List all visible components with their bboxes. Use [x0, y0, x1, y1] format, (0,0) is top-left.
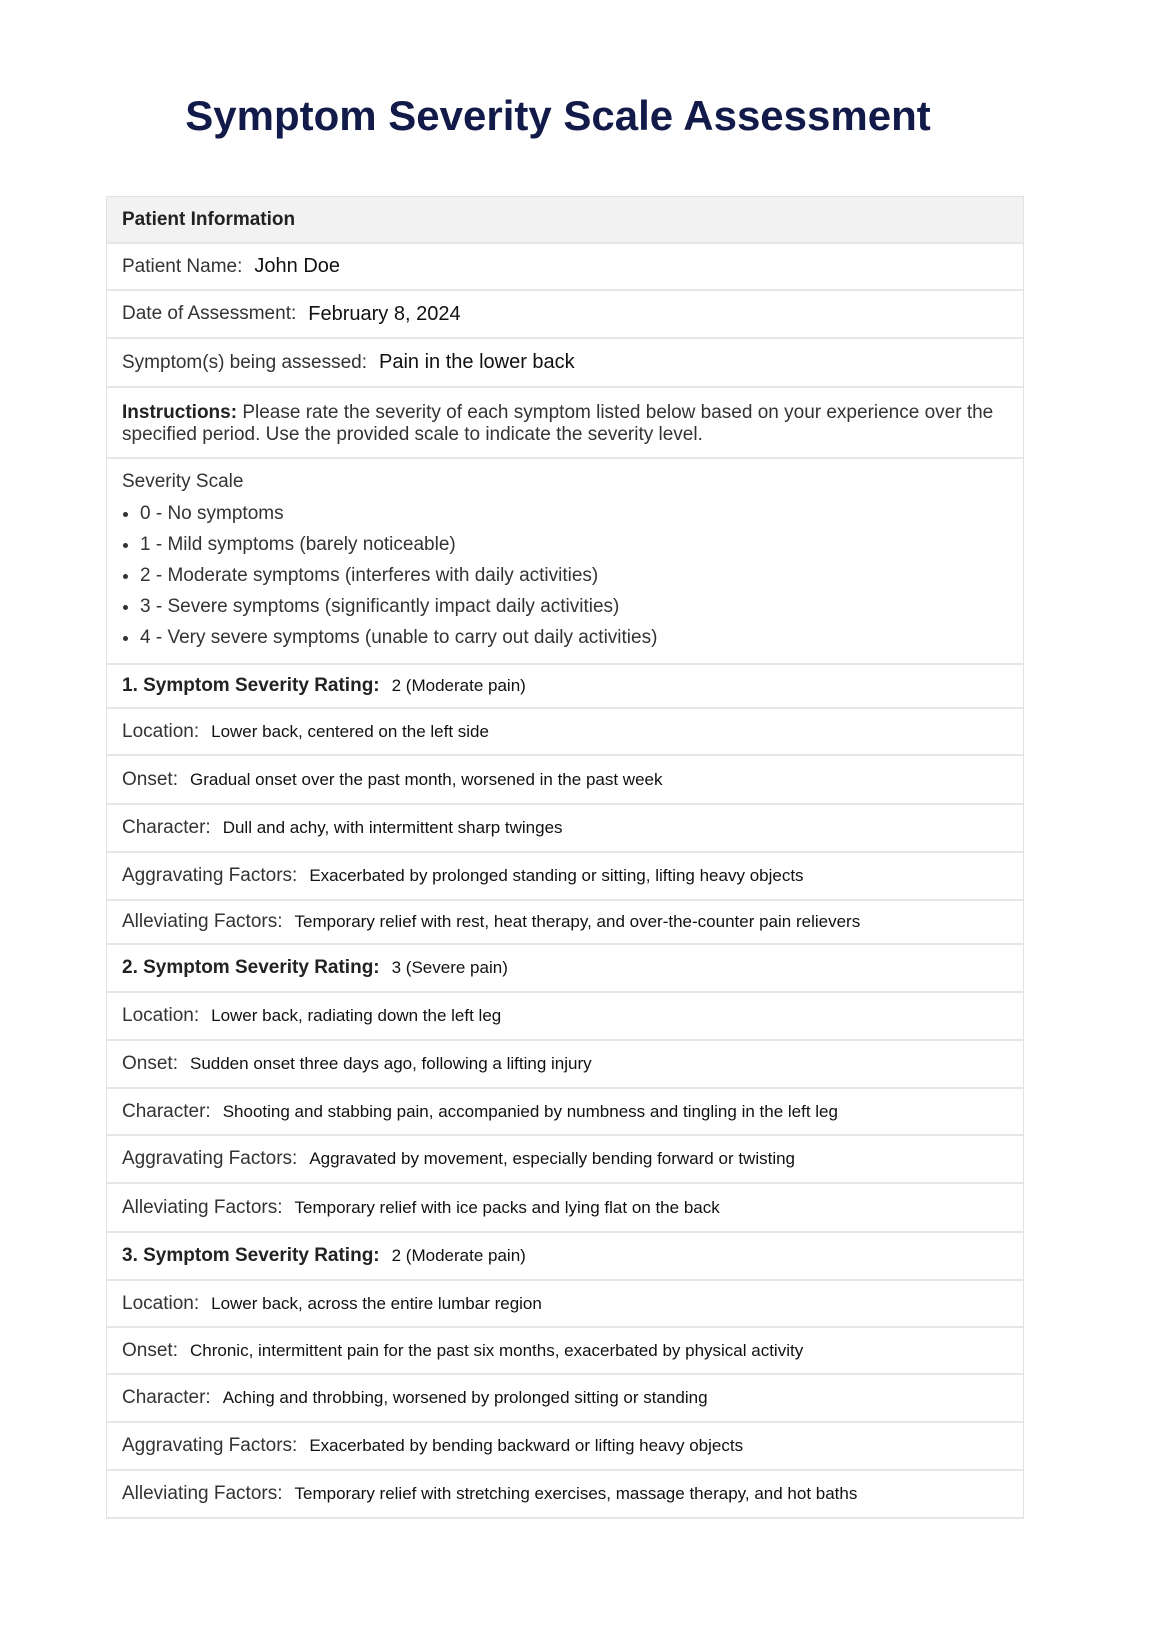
rating-label: 2. Symptom Severity Rating: — [122, 957, 380, 978]
severity-scale — [107, 459, 1023, 665]
aggravating-label: Aggravating Factors: — [122, 1148, 298, 1169]
character-value: Aching and throbbing, worsened by prolonged sitting or standing — [222, 1388, 708, 1407]
location-value: Lower back, radiating down the left leg — [211, 1006, 502, 1025]
patient-name-label: Patient Name: — [122, 255, 243, 277]
date-row — [107, 291, 1023, 339]
rating-label: 3. Symptom Severity Rating: — [122, 1245, 380, 1266]
scale-item: • 2 - Moderate symptoms (interferes with daily activities) — [140, 565, 657, 587]
aggravating-label: Aggravating Factors: — [122, 865, 298, 886]
instructions-row — [107, 388, 1023, 459]
patient-info-header: Patient Information — [107, 197, 1023, 244]
onset-label: Onset: — [122, 1053, 178, 1074]
page-title: Symptom Severity Scale Assessment — [185, 92, 931, 139]
location-value: Lower back, centered on the left side — [211, 721, 489, 741]
patient-name-row — [107, 244, 1023, 291]
alleviating-value: Temporary relief with rest, heat therapy, and over-the-counter pain relievers — [294, 912, 861, 931]
alleviating-label: Alleviating Factors: — [122, 1483, 283, 1504]
character-row — [107, 805, 1023, 853]
location-label: Location: — [122, 1292, 200, 1314]
symptom-rating-row — [107, 665, 1023, 709]
onset-row — [107, 1041, 1023, 1089]
instructions-label: Instructions: — [122, 402, 238, 423]
location-label: Location: — [122, 720, 200, 742]
assessment-table — [106, 196, 1024, 1519]
alleviating-row — [107, 901, 1023, 945]
scale-item: • 1 - Mild symptoms (barely noticeable) — [140, 534, 657, 556]
patient-name-value: John Doe — [254, 255, 341, 277]
character-label: Character: — [122, 1100, 211, 1122]
rating-value: 2 (Moderate pain) — [391, 1246, 526, 1265]
alleviating-row — [107, 1471, 1023, 1519]
alleviating-value: Temporary relief with ice packs and lying flat on the back — [294, 1197, 720, 1217]
alleviating-label: Alleviating Factors: — [122, 911, 283, 932]
aggravating-row — [107, 1423, 1023, 1471]
location-label: Location: — [122, 1005, 200, 1026]
location-row — [107, 1281, 1023, 1328]
character-label: Character: — [122, 1387, 211, 1408]
location-row — [107, 709, 1023, 756]
location-value: Lower back, across the entire lumbar region — [211, 1293, 542, 1313]
alleviating-row — [107, 1184, 1023, 1233]
onset-value: Sudden onset three days ago, following a lifting injury — [189, 1054, 592, 1073]
rating-value: 2 (Moderate pain) — [391, 676, 526, 695]
location-row — [107, 993, 1023, 1041]
aggravating-row — [107, 853, 1023, 901]
aggravating-row — [107, 1136, 1023, 1184]
onset-value: Chronic, intermittent pain for the past six months, exacerbated by physical activity — [189, 1340, 804, 1360]
onset-row — [107, 1328, 1023, 1375]
alleviating-value: Temporary relief with stretching exercises, massage therapy, and hot baths — [294, 1484, 858, 1503]
onset-value: Gradual onset over the past month, worsened in the past week — [189, 769, 663, 789]
severity-scale-title: Severity Scale — [122, 471, 244, 492]
onset-row — [107, 756, 1023, 805]
instructions-text: Please rate the severity of each symptom listed below based on your experience over the specified period. Use the provided scale to indicate the severity level. — [122, 402, 994, 445]
symptom-label: Symptom(s) being assessed: — [122, 351, 367, 373]
character-row — [107, 1089, 1023, 1136]
date-value: February 8, 2024 — [308, 302, 461, 325]
aggravating-label: Aggravating Factors: — [122, 1435, 298, 1456]
scale-item: • 3 - Severe symptoms (significantly impact daily activities) — [140, 596, 657, 618]
character-value: Dull and achy, with intermittent sharp twinges — [222, 818, 563, 837]
scale-item: • 4 - Very severe symptoms (unable to carry out daily activities) — [140, 627, 657, 649]
onset-label: Onset: — [122, 768, 178, 790]
character-label: Character: — [122, 817, 211, 838]
aggravating-value: Aggravated by movement, especially bending forward or twisting — [309, 1149, 796, 1168]
aggravating-value: Exacerbated by bending backward or lifting heavy objects — [309, 1436, 744, 1455]
date-label: Date of Assessment: — [122, 303, 297, 324]
character-row — [107, 1375, 1023, 1423]
scale-item: • 0 - No symptoms — [140, 503, 657, 525]
symptom-rating-row — [107, 945, 1023, 993]
aggravating-value: Exacerbated by prolonged standing or sitting, lifting heavy objects — [309, 866, 804, 885]
alleviating-label: Alleviating Factors: — [122, 1196, 283, 1218]
rating-label: 1. Symptom Severity Rating: — [122, 675, 380, 696]
symptom-value: Pain in the lower back — [379, 351, 575, 373]
rating-value: 3 (Severe pain) — [391, 958, 508, 977]
character-value: Shooting and stabbing pain, accompanied by numbness and tingling in the left leg — [222, 1101, 838, 1121]
symptom-row — [107, 339, 1023, 388]
onset-label: Onset: — [122, 1339, 178, 1361]
symptom-rating-row — [107, 1233, 1023, 1281]
